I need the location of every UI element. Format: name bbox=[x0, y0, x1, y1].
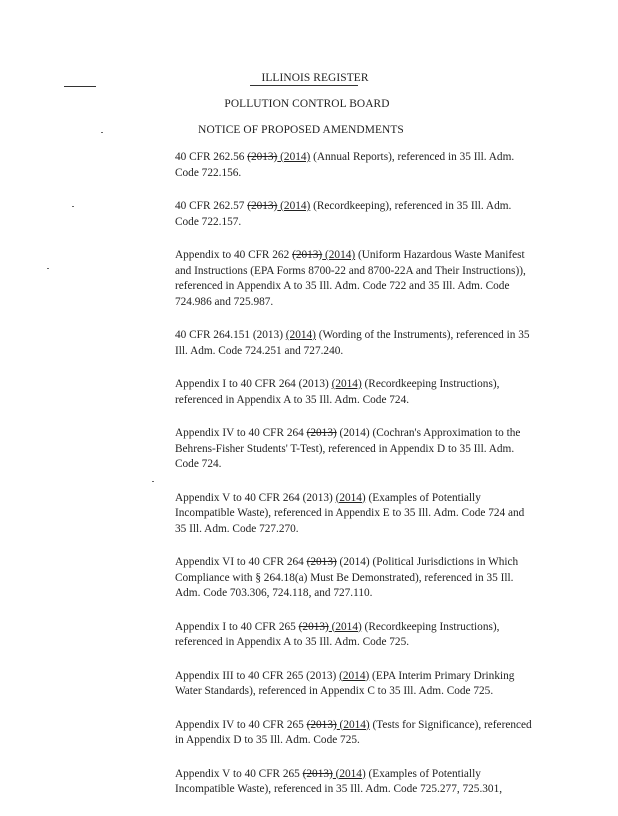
list-item: Appendix III to 40 CFR 265 (2013) (2014) (EPA Interim Primary Drinking Water Standards), referenced in Appendix C to 35 Ill. Adm. Code 725. bbox=[175, 669, 515, 697]
register-title: ILLINOIS REGISTER bbox=[261, 72, 369, 84]
list-item: Appendix VI to 40 CFR 264 (2013) (2014) (Political Jurisdictions in Which Compliance with § 264.18(a) Must Be Demonstrated), referenced in 35 Ill. Adm. Code 703.306, 724.118, and 727.110. bbox=[175, 556, 519, 599]
list-item: Appendix to 40 CFR 262 (2013) (2014) (Uniform Hazardous Waste Manifest and Instructions (EPA Forms 8700-22 and 8700-22A and Their Instructions)), referenced in Appendix A to 35 Ill. Adm. Code 722 and 35 Ill. Adm. Code 724.986 and 725.987. bbox=[175, 249, 526, 308]
list-item: Appendix I to 40 CFR 264 (2013) (2014) (Recordkeeping Instructions), referenced in Appendix A to 35 Ill. Adm. Code 724. bbox=[175, 378, 500, 406]
notice-title: NOTICE OF PROPOSED AMENDMENTS bbox=[198, 124, 404, 136]
list-item: Appendix I to 40 CFR 265 (2013) (2014) (Recordkeeping Instructions), referenced in Appendix A to 35 Ill. Adm. Code 725. bbox=[175, 620, 500, 648]
scan-speck bbox=[47, 268, 49, 269]
title-underline bbox=[250, 85, 358, 86]
list-item: Appendix IV to 40 CFR 265 (2013) (2014) (Tests for Significance), referenced in Appendix D to 35 Ill. Adm. Code 725. bbox=[175, 718, 532, 746]
header-left-rule bbox=[64, 86, 96, 87]
list-item: 40 CFR 262.56 (2013) (2014) (Annual Reports), referenced in 35 Ill. Adm. Code 722.156. bbox=[175, 151, 515, 179]
scan-speck bbox=[152, 481, 154, 482]
list-item: Appendix V to 40 CFR 264 (2013) (2014) (Examples of Potentially Incompatible Waste), referenced in Appendix E to 35 Ill. Adm. Code 724 and 35 Ill. Adm. Code 727.270. bbox=[175, 491, 525, 535]
list-item: 40 CFR 262.57 (2013) (2014) (Recordkeeping), referenced in 35 Ill. Adm. Code 722.157. bbox=[175, 200, 512, 228]
list-item: Appendix V to 40 CFR 265 (2013) (2014) (Examples of Potentially Incompatible Waste), referenced in 35 Ill. Adm. Code 725.277, 725.301, bbox=[175, 767, 503, 795]
scan-speck bbox=[101, 132, 103, 133]
reference-list bbox=[175, 150, 535, 816]
scan-speck bbox=[72, 206, 74, 207]
list-item: Appendix IV to 40 CFR 264 (2013) (2014) (Cochran's Approximation to the Behrens-Fisher Students' T-Test), referenced in Appendix D to 35 Ill. Adm. Code 724. bbox=[175, 427, 521, 470]
list-item: 40 CFR 264.151 (2013) (2014) (Wording of the Instruments), referenced in 35 Ill. Adm. Code 724.251 and 727.240. bbox=[175, 329, 530, 357]
board-name: POLLUTION CONTROL BOARD bbox=[224, 98, 390, 110]
